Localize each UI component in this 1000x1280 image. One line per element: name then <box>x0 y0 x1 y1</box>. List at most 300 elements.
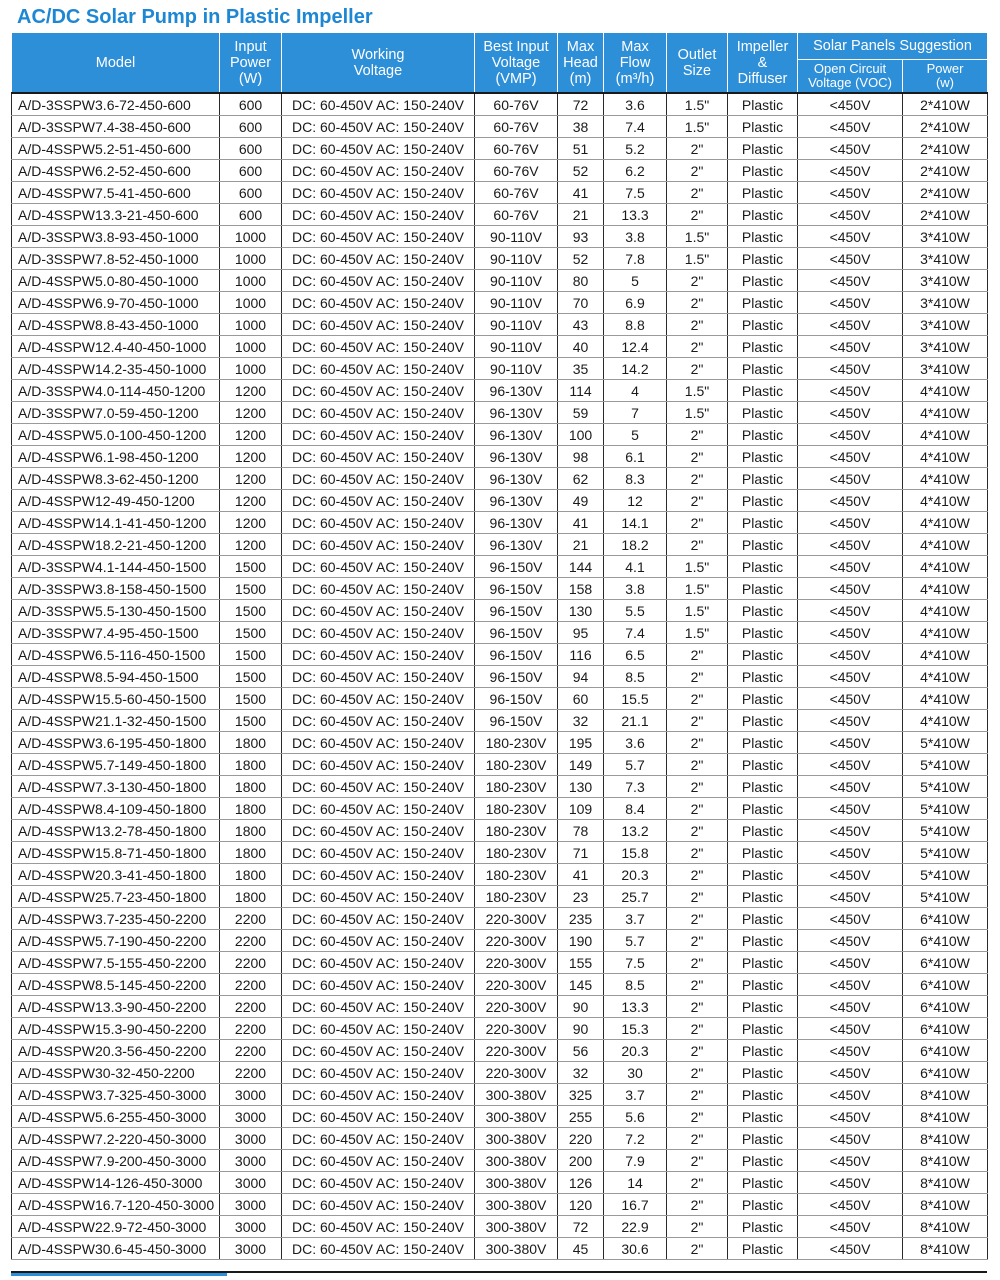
cell-impeller-diffuser: Plastic <box>728 93 798 116</box>
table-row <box>12 93 988 116</box>
cell-input-power: 1000 <box>220 270 282 292</box>
cell-model: A/D-3SSPW7.0-59-450-1200 <box>12 402 220 424</box>
cell-open-circuit-voltage: <450V <box>798 688 903 710</box>
cell-max-flow: 3.6 <box>604 93 667 116</box>
cell-working-voltage: DC: 60-450V AC: 150-240V <box>282 446 475 468</box>
cell-outlet-size: 2" <box>667 952 728 974</box>
cell-max-head: 255 <box>558 1106 604 1128</box>
cell-input-power: 1000 <box>220 292 282 314</box>
cell-working-voltage: DC: 60-450V AC: 150-240V <box>282 842 475 864</box>
cell-panel-power: 6*410W <box>903 908 988 930</box>
cell-max-flow: 5.7 <box>604 930 667 952</box>
cell-model: A/D-4SSPW3.7-325-450-3000 <box>12 1084 220 1106</box>
cell-input-power: 1500 <box>220 622 282 644</box>
cell-best-input-voltage: 180-230V <box>475 886 558 908</box>
cell-model: A/D-4SSPW6.1-98-450-1200 <box>12 446 220 468</box>
cell-impeller-diffuser: Plastic <box>728 798 798 820</box>
cell-open-circuit-voltage: <450V <box>798 160 903 182</box>
cell-outlet-size: 2" <box>667 732 728 754</box>
cell-model: A/D-4SSPW12-49-450-1200 <box>12 490 220 512</box>
cell-outlet-size: 1.5" <box>667 248 728 270</box>
cell-panel-power: 3*410W <box>903 248 988 270</box>
cell-outlet-size: 2" <box>667 798 728 820</box>
cell-model: A/D-4SSPW8.8-43-450-1000 <box>12 314 220 336</box>
cell-input-power: 1200 <box>220 534 282 556</box>
cell-panel-power: 4*410W <box>903 600 988 622</box>
cell-outlet-size: 2" <box>667 314 728 336</box>
cell-panel-power: 5*410W <box>903 820 988 842</box>
cell-max-head: 78 <box>558 820 604 842</box>
cell-max-head: 126 <box>558 1172 604 1194</box>
table-row <box>12 710 988 732</box>
cell-best-input-voltage: 90-110V <box>475 270 558 292</box>
page-title: AC/DC Solar Pump in Plastic Impeller <box>17 6 373 28</box>
cell-model: A/D-4SSPW20.3-56-450-2200 <box>12 1040 220 1062</box>
cell-open-circuit-voltage: <450V <box>798 820 903 842</box>
table-row <box>12 688 988 710</box>
cell-max-flow: 7.3 <box>604 776 667 798</box>
cell-max-head: 116 <box>558 644 604 666</box>
header-max-head: Max Head (m) <box>558 33 604 94</box>
cell-open-circuit-voltage: <450V <box>798 248 903 270</box>
cell-panel-power: 4*410W <box>903 622 988 644</box>
cell-max-flow: 6.1 <box>604 446 667 468</box>
cell-max-flow: 8.4 <box>604 798 667 820</box>
cell-working-voltage: DC: 60-450V AC: 150-240V <box>282 1128 475 1150</box>
cell-model: A/D-4SSPW7.9-200-450-3000 <box>12 1150 220 1172</box>
cell-outlet-size: 2" <box>667 1194 728 1216</box>
cell-working-voltage: DC: 60-450V AC: 150-240V <box>282 908 475 930</box>
cell-input-power: 1000 <box>220 358 282 380</box>
table-row <box>12 1238 988 1260</box>
cell-max-flow: 5.6 <box>604 1106 667 1128</box>
cell-max-flow: 25.7 <box>604 886 667 908</box>
cell-panel-power: 5*410W <box>903 842 988 864</box>
cell-max-head: 90 <box>558 1018 604 1040</box>
table-row <box>12 820 988 842</box>
cell-outlet-size: 2" <box>667 842 728 864</box>
cell-impeller-diffuser: Plastic <box>728 204 798 226</box>
table-row <box>12 600 988 622</box>
cell-max-flow: 7.5 <box>604 182 667 204</box>
cell-open-circuit-voltage: <450V <box>798 138 903 160</box>
cell-panel-power: 3*410W <box>903 314 988 336</box>
cell-outlet-size: 2" <box>667 1216 728 1238</box>
table-row <box>12 952 988 974</box>
cell-max-head: 21 <box>558 204 604 226</box>
cell-max-head: 71 <box>558 842 604 864</box>
cell-input-power: 1800 <box>220 842 282 864</box>
table-row <box>12 138 988 160</box>
cell-impeller-diffuser: Plastic <box>728 1150 798 1172</box>
cell-panel-power: 6*410W <box>903 1018 988 1040</box>
cell-outlet-size: 1.5" <box>667 600 728 622</box>
cell-open-circuit-voltage: <450V <box>798 1238 903 1260</box>
cell-best-input-voltage: 96-150V <box>475 710 558 732</box>
cell-input-power: 1200 <box>220 380 282 402</box>
cell-best-input-voltage: 96-130V <box>475 490 558 512</box>
cell-max-flow: 5.2 <box>604 138 667 160</box>
cell-max-head: 70 <box>558 292 604 314</box>
cell-working-voltage: DC: 60-450V AC: 150-240V <box>282 402 475 424</box>
cell-input-power: 600 <box>220 116 282 138</box>
cell-open-circuit-voltage: <450V <box>798 1194 903 1216</box>
cell-panel-power: 4*410W <box>903 534 988 556</box>
cell-max-flow: 7.4 <box>604 116 667 138</box>
table-row <box>12 1150 988 1172</box>
cell-max-head: 325 <box>558 1084 604 1106</box>
cell-impeller-diffuser: Plastic <box>728 138 798 160</box>
cell-impeller-diffuser: Plastic <box>728 1128 798 1150</box>
cell-model: A/D-4SSPW5.6-255-450-3000 <box>12 1106 220 1128</box>
cell-max-flow: 5.7 <box>604 754 667 776</box>
cell-max-flow: 3.8 <box>604 578 667 600</box>
cell-open-circuit-voltage: <450V <box>798 776 903 798</box>
cell-impeller-diffuser: Plastic <box>728 864 798 886</box>
cell-working-voltage: DC: 60-450V AC: 150-240V <box>282 1150 475 1172</box>
cell-max-flow: 14.1 <box>604 512 667 534</box>
cell-panel-power: 4*410W <box>903 424 988 446</box>
cell-impeller-diffuser: Plastic <box>728 776 798 798</box>
cell-panel-power: 4*410W <box>903 380 988 402</box>
cell-outlet-size: 2" <box>667 820 728 842</box>
cell-open-circuit-voltage: <450V <box>798 116 903 138</box>
cell-panel-power: 2*410W <box>903 93 988 116</box>
cell-max-head: 23 <box>558 886 604 908</box>
cell-impeller-diffuser: Plastic <box>728 116 798 138</box>
cell-best-input-voltage: 300-380V <box>475 1084 558 1106</box>
table-row <box>12 314 988 336</box>
cell-working-voltage: DC: 60-450V AC: 150-240V <box>282 1238 475 1260</box>
cell-model: A/D-4SSPW22.9-72-450-3000 <box>12 1216 220 1238</box>
cell-impeller-diffuser: Plastic <box>728 556 798 578</box>
cell-outlet-size: 2" <box>667 996 728 1018</box>
cell-model: A/D-4SSPW25.7-23-450-1800 <box>12 886 220 908</box>
cell-model: A/D-4SSPW7.5-41-450-600 <box>12 182 220 204</box>
cell-max-flow: 3.6 <box>604 732 667 754</box>
cell-impeller-diffuser: Plastic <box>728 248 798 270</box>
cell-panel-power: 6*410W <box>903 996 988 1018</box>
cell-open-circuit-voltage: <450V <box>798 446 903 468</box>
cell-max-flow: 8.5 <box>604 974 667 996</box>
cell-outlet-size: 2" <box>667 776 728 798</box>
cell-impeller-diffuser: Plastic <box>728 292 798 314</box>
cell-outlet-size: 2" <box>667 336 728 358</box>
cell-max-flow: 3.7 <box>604 908 667 930</box>
cell-max-head: 158 <box>558 578 604 600</box>
header-max-flow: Max Flow (m³/h) <box>604 33 667 94</box>
cell-open-circuit-voltage: <450V <box>798 512 903 534</box>
cell-open-circuit-voltage: <450V <box>798 270 903 292</box>
table-row <box>12 1106 988 1128</box>
cell-model: A/D-4SSPW30.6-45-450-3000 <box>12 1238 220 1260</box>
cell-max-head: 38 <box>558 116 604 138</box>
cell-max-flow: 8.5 <box>604 666 667 688</box>
cell-open-circuit-voltage: <450V <box>798 842 903 864</box>
cell-max-head: 32 <box>558 1062 604 1084</box>
table-row <box>12 116 988 138</box>
cell-best-input-voltage: 90-110V <box>475 314 558 336</box>
cell-max-head: 114 <box>558 380 604 402</box>
cell-outlet-size: 1.5" <box>667 93 728 116</box>
cell-input-power: 600 <box>220 160 282 182</box>
cell-best-input-voltage: 220-300V <box>475 908 558 930</box>
cell-open-circuit-voltage: <450V <box>798 1040 903 1062</box>
cell-outlet-size: 2" <box>667 688 728 710</box>
cell-best-input-voltage: 90-110V <box>475 248 558 270</box>
cell-model: A/D-4SSPW8.5-94-450-1500 <box>12 666 220 688</box>
cell-model: A/D-4SSPW13.3-90-450-2200 <box>12 996 220 1018</box>
cell-impeller-diffuser: Plastic <box>728 1194 798 1216</box>
cell-input-power: 1500 <box>220 644 282 666</box>
cell-working-voltage: DC: 60-450V AC: 150-240V <box>282 666 475 688</box>
cell-input-power: 3000 <box>220 1128 282 1150</box>
cell-panel-power: 6*410W <box>903 974 988 996</box>
cell-best-input-voltage: 60-76V <box>475 116 558 138</box>
cell-impeller-diffuser: Plastic <box>728 160 798 182</box>
header-open-circuit-voltage: Open Circuit Voltage (VOC) <box>798 60 903 94</box>
cell-model: A/D-4SSPW3.6-195-450-1800 <box>12 732 220 754</box>
cell-max-head: 90 <box>558 996 604 1018</box>
cell-panel-power: 3*410W <box>903 270 988 292</box>
cell-max-flow: 8.8 <box>604 314 667 336</box>
cell-working-voltage: DC: 60-450V AC: 150-240V <box>282 644 475 666</box>
cell-best-input-voltage: 96-150V <box>475 556 558 578</box>
cell-impeller-diffuser: Plastic <box>728 842 798 864</box>
cell-max-head: 155 <box>558 952 604 974</box>
cell-input-power: 1200 <box>220 446 282 468</box>
header-panel-power: Power (w) <box>903 60 988 94</box>
table-body <box>12 93 988 1260</box>
cell-input-power: 1500 <box>220 710 282 732</box>
cell-input-power: 600 <box>220 138 282 160</box>
cell-outlet-size: 2" <box>667 292 728 314</box>
table-row <box>12 468 988 490</box>
header-impeller-diffuser: Impeller & Diffuser <box>728 33 798 94</box>
cell-max-flow: 21.1 <box>604 710 667 732</box>
cell-panel-power: 8*410W <box>903 1128 988 1150</box>
cell-open-circuit-voltage: <450V <box>798 622 903 644</box>
cell-impeller-diffuser: Plastic <box>728 754 798 776</box>
cell-impeller-diffuser: Plastic <box>728 1172 798 1194</box>
cell-max-flow: 6.2 <box>604 160 667 182</box>
table-row <box>12 534 988 556</box>
table-row <box>12 578 988 600</box>
cell-outlet-size: 2" <box>667 490 728 512</box>
cell-working-voltage: DC: 60-450V AC: 150-240V <box>282 798 475 820</box>
cell-input-power: 3000 <box>220 1150 282 1172</box>
cell-panel-power: 2*410W <box>903 160 988 182</box>
cell-outlet-size: 2" <box>667 754 728 776</box>
cell-input-power: 3000 <box>220 1106 282 1128</box>
cell-outlet-size: 2" <box>667 1128 728 1150</box>
cell-outlet-size: 2" <box>667 512 728 534</box>
cell-input-power: 3000 <box>220 1084 282 1106</box>
cell-outlet-size: 2" <box>667 666 728 688</box>
cell-max-head: 95 <box>558 622 604 644</box>
table-row <box>12 358 988 380</box>
cell-outlet-size: 2" <box>667 424 728 446</box>
cell-input-power: 3000 <box>220 1194 282 1216</box>
cell-outlet-size: 2" <box>667 974 728 996</box>
cell-max-head: 200 <box>558 1150 604 1172</box>
cell-max-head: 32 <box>558 710 604 732</box>
cell-model: A/D-3SSPW7.8-52-450-1000 <box>12 248 220 270</box>
cell-working-voltage: DC: 60-450V AC: 150-240V <box>282 578 475 600</box>
cell-impeller-diffuser: Plastic <box>728 688 798 710</box>
cell-impeller-diffuser: Plastic <box>728 644 798 666</box>
table-row <box>12 1084 988 1106</box>
cell-impeller-diffuser: Plastic <box>728 666 798 688</box>
table-row <box>12 644 988 666</box>
cell-input-power: 1000 <box>220 226 282 248</box>
table-row <box>12 930 988 952</box>
cell-input-power: 2200 <box>220 996 282 1018</box>
cell-input-power: 2200 <box>220 908 282 930</box>
cell-working-voltage: DC: 60-450V AC: 150-240V <box>282 930 475 952</box>
cell-outlet-size: 2" <box>667 160 728 182</box>
cell-max-flow: 4 <box>604 380 667 402</box>
cell-best-input-voltage: 60-76V <box>475 204 558 226</box>
cell-model: A/D-4SSPW15.8-71-450-1800 <box>12 842 220 864</box>
cell-working-voltage: DC: 60-450V AC: 150-240V <box>282 1062 475 1084</box>
cell-input-power: 1000 <box>220 248 282 270</box>
cell-working-voltage: DC: 60-450V AC: 150-240V <box>282 1084 475 1106</box>
cell-panel-power: 4*410W <box>903 446 988 468</box>
cell-input-power: 1800 <box>220 886 282 908</box>
cell-best-input-voltage: 220-300V <box>475 996 558 1018</box>
cell-model: A/D-4SSPW8.3-62-450-1200 <box>12 468 220 490</box>
cell-impeller-diffuser: Plastic <box>728 336 798 358</box>
table-row <box>12 556 988 578</box>
cell-max-flow: 16.7 <box>604 1194 667 1216</box>
table-row <box>12 622 988 644</box>
cell-working-voltage: DC: 60-450V AC: 150-240V <box>282 820 475 842</box>
cell-model: A/D-3SSPW5.5-130-450-1500 <box>12 600 220 622</box>
cell-open-circuit-voltage: <450V <box>798 424 903 446</box>
cell-model: A/D-3SSPW3.6-72-450-600 <box>12 93 220 116</box>
cell-working-voltage: DC: 60-450V AC: 150-240V <box>282 336 475 358</box>
cell-open-circuit-voltage: <450V <box>798 402 903 424</box>
cell-max-flow: 5 <box>604 270 667 292</box>
cell-open-circuit-voltage: <450V <box>798 1106 903 1128</box>
cell-best-input-voltage: 96-150V <box>475 666 558 688</box>
cell-max-flow: 15.5 <box>604 688 667 710</box>
table-row <box>12 776 988 798</box>
cell-outlet-size: 2" <box>667 1062 728 1084</box>
table-row <box>12 754 988 776</box>
cell-open-circuit-voltage: <450V <box>798 886 903 908</box>
cell-impeller-diffuser: Plastic <box>728 710 798 732</box>
cell-panel-power: 5*410W <box>903 776 988 798</box>
cell-impeller-diffuser: Plastic <box>728 512 798 534</box>
cell-model: A/D-4SSPW5.0-100-450-1200 <box>12 424 220 446</box>
table-row <box>12 424 988 446</box>
cell-panel-power: 8*410W <box>903 1106 988 1128</box>
cell-outlet-size: 2" <box>667 1084 728 1106</box>
cell-working-voltage: DC: 60-450V AC: 150-240V <box>282 380 475 402</box>
cell-working-voltage: DC: 60-450V AC: 150-240V <box>282 424 475 446</box>
cell-outlet-size: 2" <box>667 1040 728 1062</box>
cell-impeller-diffuser: Plastic <box>728 930 798 952</box>
cell-max-head: 120 <box>558 1194 604 1216</box>
cell-working-voltage: DC: 60-450V AC: 150-240V <box>282 776 475 798</box>
cell-input-power: 1500 <box>220 556 282 578</box>
cell-panel-power: 2*410W <box>903 138 988 160</box>
cell-open-circuit-voltage: <450V <box>798 798 903 820</box>
cell-panel-power: 6*410W <box>903 930 988 952</box>
cell-impeller-diffuser: Plastic <box>728 534 798 556</box>
header-best-input-voltage: Best Input Voltage (VMP) <box>475 33 558 94</box>
cell-max-flow: 14.2 <box>604 358 667 380</box>
cell-open-circuit-voltage: <450V <box>798 1062 903 1084</box>
cell-best-input-voltage: 300-380V <box>475 1238 558 1260</box>
cell-max-head: 235 <box>558 908 604 930</box>
cell-panel-power: 4*410W <box>903 490 988 512</box>
cell-max-head: 35 <box>558 358 604 380</box>
cell-panel-power: 2*410W <box>903 116 988 138</box>
cell-panel-power: 6*410W <box>903 952 988 974</box>
table-row <box>12 336 988 358</box>
cell-model: A/D-4SSPW6.2-52-450-600 <box>12 160 220 182</box>
cell-max-flow: 13.3 <box>604 204 667 226</box>
cell-best-input-voltage: 96-130V <box>475 380 558 402</box>
cell-open-circuit-voltage: <450V <box>798 578 903 600</box>
cell-impeller-diffuser: Plastic <box>728 1062 798 1084</box>
cell-working-voltage: DC: 60-450V AC: 150-240V <box>282 490 475 512</box>
cell-panel-power: 5*410W <box>903 864 988 886</box>
cell-panel-power: 4*410W <box>903 644 988 666</box>
cell-working-voltage: DC: 60-450V AC: 150-240V <box>282 710 475 732</box>
cell-outlet-size: 1.5" <box>667 226 728 248</box>
cell-open-circuit-voltage: <450V <box>798 864 903 886</box>
cell-input-power: 1200 <box>220 424 282 446</box>
cell-outlet-size: 2" <box>667 886 728 908</box>
cell-model: A/D-4SSPW14.2-35-450-1000 <box>12 358 220 380</box>
cell-max-flow: 6.5 <box>604 644 667 666</box>
table-row <box>12 908 988 930</box>
cell-best-input-voltage: 60-76V <box>475 93 558 116</box>
cell-impeller-diffuser: Plastic <box>728 358 798 380</box>
cell-panel-power: 2*410W <box>903 182 988 204</box>
cell-panel-power: 3*410W <box>903 336 988 358</box>
cell-best-input-voltage: 180-230V <box>475 864 558 886</box>
cell-model: A/D-4SSPW18.2-21-450-1200 <box>12 534 220 556</box>
cell-input-power: 1500 <box>220 578 282 600</box>
cell-panel-power: 4*410W <box>903 512 988 534</box>
cell-best-input-voltage: 96-130V <box>475 512 558 534</box>
cell-outlet-size: 2" <box>667 1018 728 1040</box>
cell-model: A/D-4SSPW6.9-70-450-1000 <box>12 292 220 314</box>
cell-best-input-voltage: 60-76V <box>475 160 558 182</box>
cell-open-circuit-voltage: <450V <box>798 93 903 116</box>
cell-model: A/D-4SSPW6.5-116-450-1500 <box>12 644 220 666</box>
cell-open-circuit-voltage: <450V <box>798 1216 903 1238</box>
cell-open-circuit-voltage: <450V <box>798 556 903 578</box>
cell-input-power: 3000 <box>220 1172 282 1194</box>
cell-open-circuit-voltage: <450V <box>798 1128 903 1150</box>
cell-outlet-size: 2" <box>667 182 728 204</box>
cell-best-input-voltage: 220-300V <box>475 930 558 952</box>
cell-impeller-diffuser: Plastic <box>728 314 798 336</box>
cell-max-head: 72 <box>558 93 604 116</box>
header-working-voltage: Working Voltage <box>282 33 475 94</box>
cell-input-power: 1800 <box>220 864 282 886</box>
cell-panel-power: 8*410W <box>903 1238 988 1260</box>
cell-best-input-voltage: 220-300V <box>475 1062 558 1084</box>
table-row <box>12 292 988 314</box>
cell-input-power: 600 <box>220 182 282 204</box>
